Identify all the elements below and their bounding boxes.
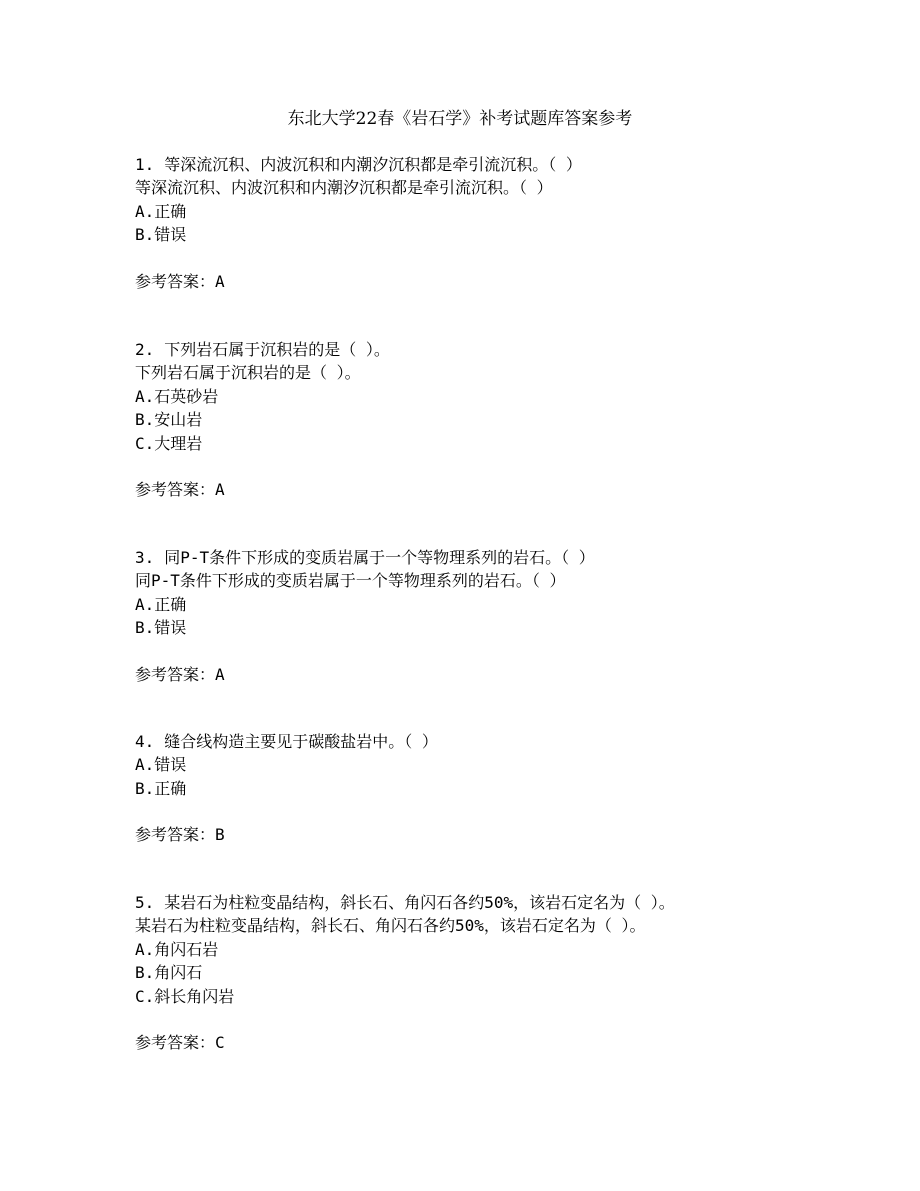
answer: 参考答案：A (135, 479, 225, 499)
question-5 (135, 891, 835, 1054)
question-number: 4. (135, 732, 155, 751)
question-2 (135, 338, 835, 501)
option-b: B.错误 (135, 225, 187, 245)
question-stem (135, 891, 835, 914)
question-text: 某岩石为柱粒变晶结构，斜长石、角闪石各约50%，该岩石定名为（ ）。 (164, 893, 675, 912)
question-text: 等深流沉积、内波沉积和内潮汐沉积都是牵引流沉积。（ ） (164, 155, 582, 174)
question-text-repeat: 等深流沉积、内波沉积和内潮汐沉积都是牵引流沉积。（ ） (135, 178, 553, 198)
question-4 (135, 730, 835, 847)
question-stem (135, 730, 835, 753)
answer: 参考答案：B (135, 825, 225, 845)
option-b: B.角闪石 (135, 963, 203, 983)
option-a: A.正确 (135, 201, 187, 221)
question-1 (135, 153, 835, 293)
answer: 参考答案：A (135, 664, 225, 684)
option-c: C.斜长角闪岩 (135, 986, 235, 1006)
question-text: 下列岩石属于沉积岩的是（ ）。 (164, 340, 390, 359)
question-stem (135, 546, 835, 569)
option-b: B.正确 (135, 778, 187, 798)
question-text: 缝合线构造主要见于碳酸盐岩中。（ ） (164, 732, 438, 751)
option-b: B.安山岩 (135, 410, 203, 430)
question-number: 3. (135, 548, 155, 567)
option-a: A.石英砂岩 (135, 386, 219, 406)
question-number: 2. (135, 340, 155, 359)
option-a: A.角闪石岩 (135, 939, 219, 959)
question-stem (135, 153, 835, 176)
question-text-repeat: 同P-T条件下形成的变质岩属于一个等物理系列的岩石。（ ） (135, 571, 566, 591)
page-title: 东北大学22春《岩石学》补考试题库答案参考 (287, 109, 633, 129)
question-text: 同P-T条件下形成的变质岩属于一个等物理系列的岩石。（ ） (164, 548, 595, 567)
option-a: A.错误 (135, 755, 187, 775)
question-number: 5. (135, 893, 155, 912)
answer: 参考答案：A (135, 271, 225, 291)
option-a: A.正确 (135, 594, 187, 614)
question-stem (135, 338, 835, 361)
question-text-repeat: 某岩石为柱粒变晶结构，斜长石、角闪石各约50%，该岩石定名为（ ）。 (135, 916, 646, 936)
option-c: C.大理岩 (135, 433, 203, 453)
question-text-repeat: 下列岩石属于沉积岩的是（ ）。 (135, 363, 361, 383)
answer: 参考答案：C (135, 1032, 225, 1052)
question-number: 1. (135, 155, 155, 174)
option-b: B.错误 (135, 618, 187, 638)
question-3 (135, 546, 835, 686)
